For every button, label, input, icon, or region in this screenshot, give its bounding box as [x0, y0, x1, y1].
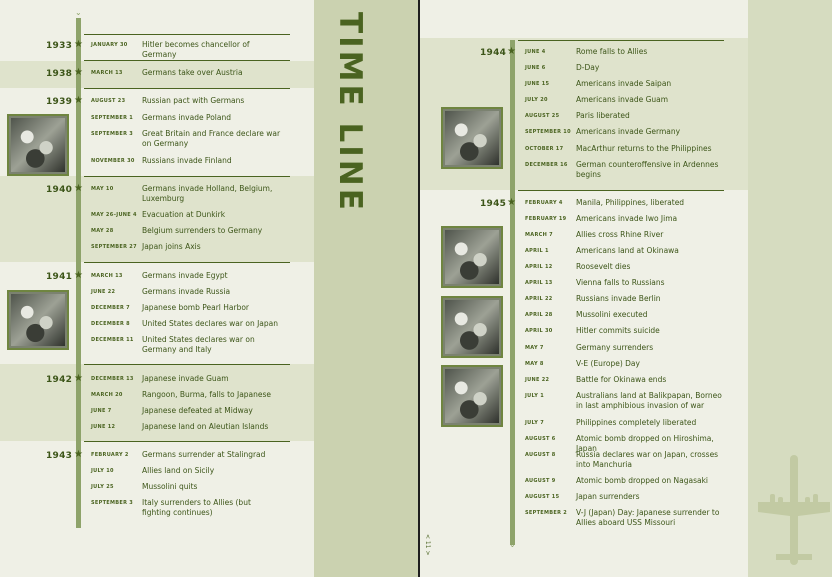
event-date: JUNE 12	[91, 424, 116, 430]
event-text: Australians land at Balikpapan, Borneo in last amphibious invasion of war	[576, 391, 722, 410]
page-number: < 11 >	[424, 534, 431, 556]
event-text: Manila, Philippines, liberated	[576, 198, 685, 207]
event-text: Americans land at Okinawa	[576, 246, 679, 255]
event-date: MAY 8	[525, 361, 544, 367]
event-date: MAY 26–JUNE 4	[91, 212, 137, 218]
event-date: MARCH 20	[91, 392, 123, 398]
event-date: AUGUST 23	[91, 98, 126, 104]
event-text: Americans invade Iwo Jima	[576, 214, 678, 223]
event-date: SEPTEMBER 27	[91, 244, 137, 250]
event-date: DECEMBER 7	[91, 305, 130, 311]
event-date: DECEMBER 13	[91, 376, 134, 382]
event-text: Rome falls to Allies	[576, 47, 648, 56]
event-date: DECEMBER 11	[91, 337, 134, 343]
event-date: JULY 1	[525, 393, 544, 399]
event-text: D-Day	[576, 63, 600, 72]
section-divider	[518, 190, 724, 191]
event-text: Russia declares war on Japan, crosses into Manchuria	[576, 450, 719, 469]
event-text: Germans invade Egypt	[142, 271, 228, 280]
year-label: 1939	[46, 97, 73, 107]
event-date: AUGUST 6	[525, 436, 556, 442]
event-text: Americans invade Guam	[576, 95, 669, 104]
star-icon: ★	[74, 95, 83, 106]
event-text: V-E (Europe) Day	[576, 359, 640, 368]
star-icon: ★	[507, 197, 516, 208]
event-date: OCTOBER 17	[525, 146, 564, 152]
section-divider	[84, 60, 290, 61]
photo-crowd	[7, 114, 69, 176]
year-label: 1938	[46, 69, 73, 79]
event-text: Americans invade Saipan	[576, 79, 672, 88]
event-date: JUNE 15	[525, 81, 550, 87]
event-text: Roosevelt dies	[576, 262, 631, 271]
event-text: Allies cross Rhine River	[576, 230, 664, 239]
event-text: Hitler commits suicide	[576, 326, 660, 335]
event-text: V-J (Japan) Day: Japanese surrender to Allies aboard USS Missouri	[576, 508, 720, 527]
event-text: MacArthur returns to the Philippines	[576, 144, 712, 153]
event-date: APRIL 12	[525, 264, 553, 270]
star-icon: ★	[74, 270, 83, 281]
section-divider	[84, 176, 290, 177]
section-divider	[84, 364, 290, 365]
event-text: Japan joins Axis	[142, 242, 201, 251]
section-divider	[84, 441, 290, 442]
event-date: JUNE 7	[91, 408, 112, 414]
section-divider	[518, 40, 724, 41]
event-text: Japanese bomb Pearl Harbor	[142, 303, 250, 312]
event-text: Germans invade Poland	[142, 113, 231, 122]
star-icon: ★	[74, 373, 83, 384]
event-date: JUNE 22	[91, 289, 116, 295]
event-date: SEPTEMBER 3	[91, 500, 134, 506]
event-date: AUGUST 9	[525, 478, 556, 484]
event-text: Germans invade Holland, Belgium, Luxemburg	[142, 184, 273, 203]
event-date: APRIL 28	[525, 312, 553, 318]
event-text: Japanese defeated at Midway	[142, 406, 253, 415]
event-date: APRIL 22	[525, 296, 553, 302]
event-text: United States declares war on Japan	[142, 319, 279, 328]
event-text: Japan surrenders	[576, 492, 640, 501]
event-date: AUGUST 8	[525, 452, 556, 458]
year-label: 1940	[46, 185, 73, 195]
star-icon: ★	[74, 183, 83, 194]
page-gutter	[418, 0, 420, 577]
event-date: NOVEMBER 30	[91, 158, 135, 164]
section-divider	[84, 262, 290, 263]
event-date: DECEMBER 16	[525, 162, 568, 168]
event-text: Hitler becomes chancellor of Germany	[142, 40, 250, 59]
photo-soldiers	[7, 290, 69, 350]
event-text: Battle for Okinawa ends	[576, 375, 667, 384]
event-date: FEBRUARY 4	[525, 200, 563, 206]
event-text: Germany surrenders	[576, 343, 654, 352]
event-text: Mussolini quits	[142, 482, 198, 491]
event-text: Russian pact with Germans	[142, 96, 245, 105]
event-date: APRIL 30	[525, 328, 553, 334]
event-date: JULY 20	[525, 97, 548, 103]
event-date: SEPTEMBER 10	[525, 129, 571, 135]
event-text: Russians invade Berlin	[576, 294, 661, 303]
event-text: German counteroffensive in Ardennes begins	[576, 160, 719, 179]
event-date: JUNE 22	[525, 377, 550, 383]
section-divider	[84, 34, 290, 35]
event-date: AUGUST 25	[525, 113, 560, 119]
event-text: United States declares war on Germany and Italy	[142, 335, 255, 354]
photo-surrender	[441, 365, 503, 427]
event-date: FEBRUARY 2	[91, 452, 129, 458]
event-date: JUNE 4	[525, 49, 546, 55]
year-label: 1933	[46, 41, 73, 51]
event-text: Mussolini executed	[576, 310, 648, 319]
star-icon: ★	[74, 39, 83, 50]
event-text: Philippines completely liberated	[576, 418, 697, 427]
year-label: 1942	[46, 375, 73, 385]
event-date: JUNE 6	[525, 65, 546, 71]
photo-flag-raising	[441, 226, 503, 288]
event-date: JULY 10	[91, 468, 114, 474]
year-label: 1943	[46, 451, 73, 461]
event-text: Germans invade Russia	[142, 287, 231, 296]
event-text: Vienna falls to Russians	[576, 278, 665, 287]
photo-leaders	[441, 296, 503, 358]
event-date: SEPTEMBER 3	[91, 131, 134, 137]
photo-troops	[441, 107, 503, 169]
event-text: Great Britain and France declare war on Germany	[142, 129, 281, 148]
event-text: Evacuation at Dunkirk	[142, 210, 226, 219]
event-date: MARCH 13	[91, 70, 123, 76]
event-date: MAY 10	[91, 186, 114, 192]
event-text: Germans surrender at Stalingrad	[142, 450, 266, 459]
event-date: JULY 7	[525, 420, 544, 426]
event-date: DECEMBER 8	[91, 321, 130, 327]
star-icon: ★	[74, 67, 83, 78]
event-date: MAY 7	[525, 345, 544, 351]
event-text: Americans invade Germany	[576, 127, 681, 136]
event-text: Italy surrenders to Allies (but fighting continues)	[142, 498, 251, 517]
event-text: Japanese land on Aleutian Islands	[142, 422, 269, 431]
event-text: Paris liberated	[576, 111, 630, 120]
star-icon: ★	[74, 449, 83, 460]
right-timeline-line	[510, 40, 515, 545]
event-text: Germans take over Austria	[142, 68, 243, 77]
page-title: TIME LINE	[332, 12, 368, 213]
event-text: Allies land on Sicily	[142, 466, 215, 475]
event-date: JANUARY 30	[91, 42, 128, 48]
plane-silhouette-icon	[756, 450, 832, 570]
chevron-down-icon: ⌄	[75, 8, 82, 17]
event-date: MARCH 13	[91, 273, 123, 279]
year-label: 1944	[480, 48, 507, 58]
event-date: FEBRUARY 19	[525, 216, 567, 222]
event-text: Belgium surrenders to Germany	[142, 226, 263, 235]
event-text: Russians invade Finland	[142, 156, 232, 165]
event-text: Atomic bomb dropped on Hiroshima, Japan	[576, 434, 714, 453]
section-divider	[84, 88, 290, 89]
event-date: SEPTEMBER 1	[91, 115, 134, 121]
event-date: APRIL 13	[525, 280, 553, 286]
event-date: APRIL 1	[525, 248, 549, 254]
event-text: Japanese invade Guam	[142, 374, 229, 383]
event-date: AUGUST 15	[525, 494, 560, 500]
event-date: MAY 28	[91, 228, 114, 234]
year-label: 1945	[480, 199, 507, 209]
event-date: SEPTEMBER 2	[525, 510, 568, 516]
event-date: JULY 25	[91, 484, 114, 490]
year-label: 1941	[46, 272, 73, 282]
chevron-down-icon: ⌄	[509, 540, 516, 549]
event-text: Atomic bomb dropped on Nagasaki	[576, 476, 708, 485]
event-text: Rangoon, Burma, falls to Japanese	[142, 390, 272, 399]
event-date: MARCH 7	[525, 232, 553, 238]
star-icon: ★	[507, 46, 516, 57]
